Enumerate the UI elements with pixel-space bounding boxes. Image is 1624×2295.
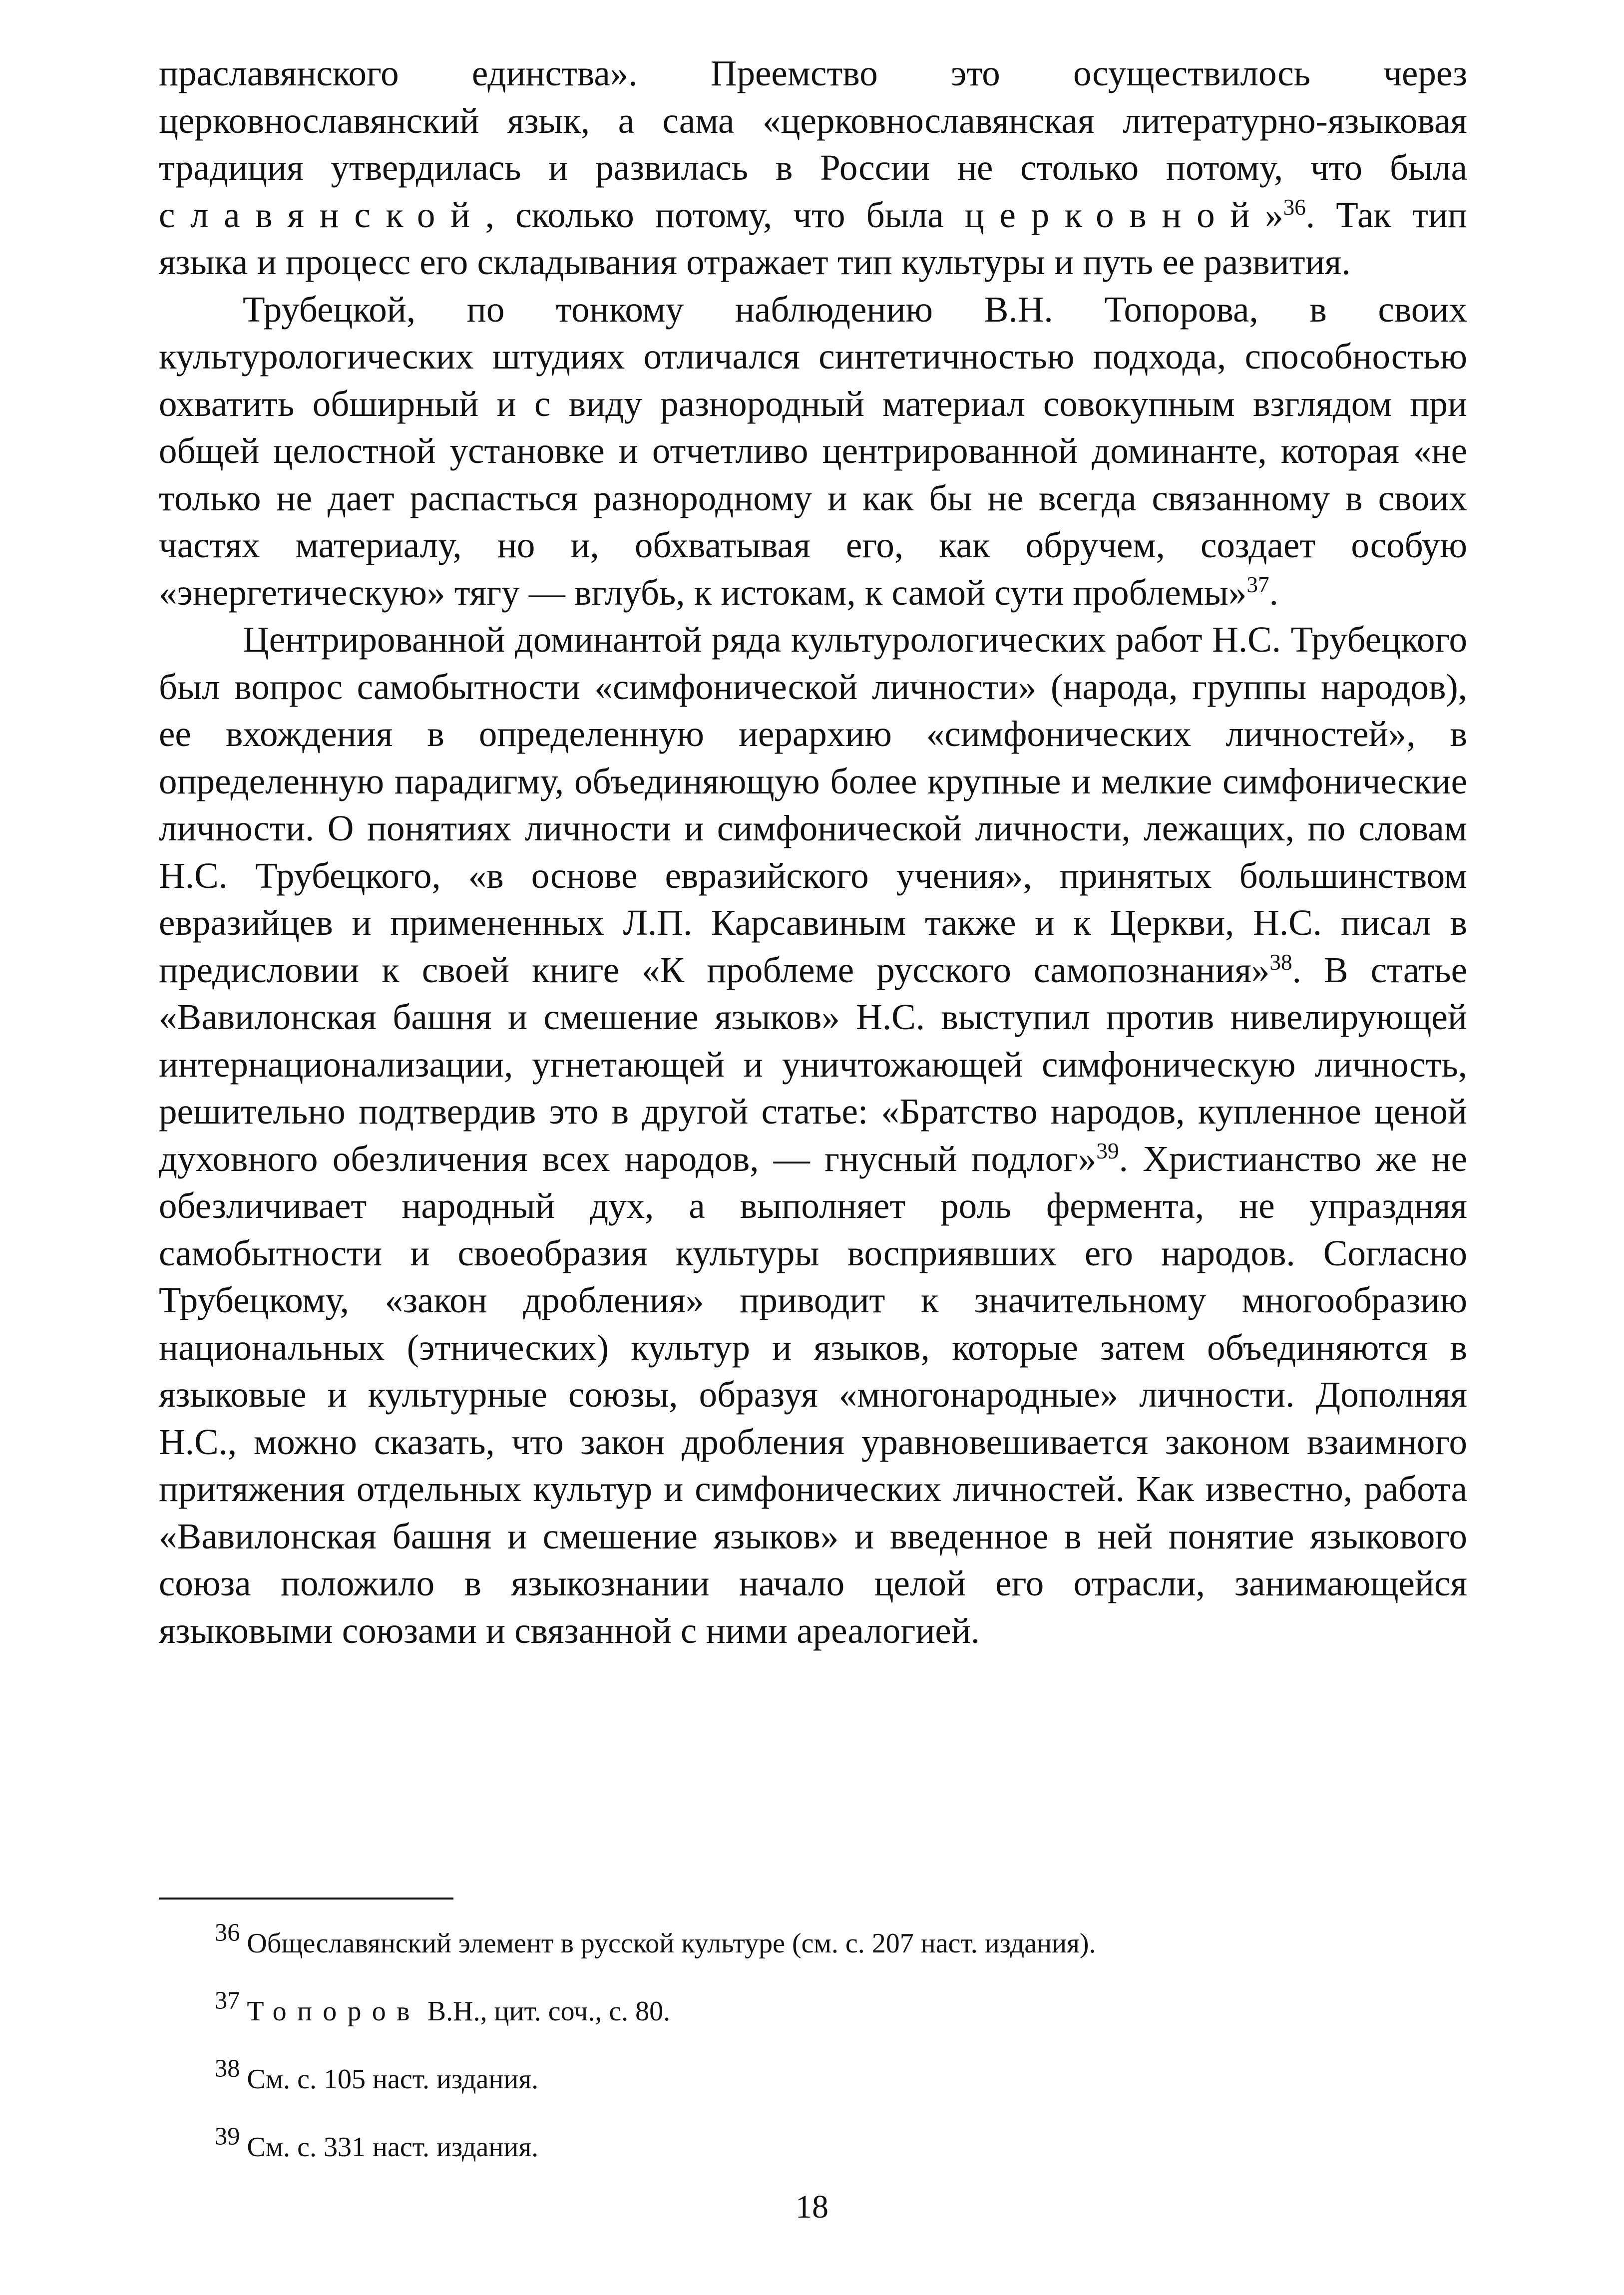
footnote-text: Общеславянский элемент в русской культуре (см. с. 207 наст. издания). (247, 1928, 1096, 1959)
footnote-ref-37[interactable]: 37 (1246, 572, 1269, 597)
footnote-author: Топоров (247, 1996, 420, 2027)
spaced-word-church: церковной (964, 194, 1265, 235)
paragraph-3-text-a: Центрированной доминантой ряда культурологических работ Н.С. Трубецкого был вопрос самобытности «симфонической личности» (народа, группы народов), ее вхождения в определенную иерархию «симфонических личностей», в определенную парадигму, объединяющую более крупные и мелкие симфонические личности. О понятиях личности и симфонической личности, лежащих, по словам Н.С. Трубецкого, «в основе евразийского учения», принятых большинством евразийцев и примененных Л.П. Карсавиным также и к Церкви, Н.С. писал в предисловии к своей книге «К проблеме русского самопознания» (159, 619, 1467, 990)
footnote-number: 38 (215, 2054, 240, 2083)
footnote-36 (215, 1918, 1413, 1959)
page-body (159, 50, 1467, 1654)
footnote-ref-38[interactable]: 38 (1269, 949, 1292, 975)
main-text (159, 50, 1467, 1654)
paragraph-3-text-b: . В статье «Вавилонская башня и смешение языков» Н.С. выступил против нивелирующей интернационализации, угнетающей и уничтожающей симфоническую личность, решительно подтвердив это в другой статье: «Братство народов, купленное ценой духовного обезличения всех народов, — гнусный подлог» (159, 949, 1468, 1179)
footnote-39 (215, 2122, 1413, 2163)
spaced-word-slavic: славянской (159, 194, 485, 235)
quote-close: » (1265, 194, 1283, 235)
paragraph-3 (159, 616, 1467, 1654)
paragraph-1 (159, 50, 1467, 286)
paragraph-1-text: праславянского единства». Преемство это осуществилось через церковнославянский язык, а сама «церковнославянская литературно-языковая традиция утвердилась и развилась в России не столько потому, что была (159, 53, 1467, 188)
footnote-38 (215, 2054, 1413, 2095)
page-number: 18 (796, 2189, 828, 2225)
footnote-ref-39[interactable]: 39 (1096, 1138, 1119, 1163)
footnote-number: 36 (215, 1918, 240, 1947)
paragraph-2 (159, 286, 1467, 617)
footnote-text: См. с. 331 наст. издания. (247, 2132, 539, 2163)
paragraph-2-end: . (1269, 572, 1278, 613)
footnote-text: См. с. 105 наст. издания. (247, 2064, 539, 2095)
footnote-divider (159, 1898, 453, 1900)
footnote-ref-36[interactable]: 36 (1283, 194, 1306, 220)
footnotes (215, 1918, 1413, 2199)
footnote-number: 37 (215, 1986, 240, 2015)
footnote-37 (215, 1986, 1413, 2027)
paragraph-2-text: Трубецкой, по тонкому наблюдению В.Н. Топорова, в своих культурологических штудиях отличался синтетичностью подхода, способностью охватить обширный и с виду разнородный материал совокупным взглядом при общей целостной установке и отчетливо центрированной доминанте, которая «не только не дает распасться разнородному и как бы не всегда связанному в своих частях материалу, но и, обхватывая его, как обручем, создает особую «энергетическую» тягу — вглубь, к истокам, к самой сути проблемы» (159, 289, 1467, 613)
paragraph-3-text-c: . Христианство же не обезличивает народный дух, а выполняет роль фермента, не упраздняя самобытности и своеобразия культуры восприявших его народов. Согласно Трубецкому, «закон дробления» приводит к значительному многообразию национальных (этнических) культур и языков, которые затем объединяются в языковые и культурные союзы, образуя «многонародные» личности. Дополняя Н.С., можно сказать, что закон дробления уравновешивается законом взаимного притяжения отдельных культур и симфонических личностей. Как известно, работа «Вавилонская башня и смешение языков» и введенное в ней понятие языкового союза положило в языкознании начало целой его отрасли, занимающейся языковыми союзами и связанной с ними ареалогией. (159, 1138, 1467, 1651)
footnote-number: 39 (215, 2122, 240, 2151)
paragraph-1-mid: , сколько потому, что была (485, 194, 965, 235)
paragraph-1-end: . Так тип языка и процесс его складывания отражает тип культуры и путь ее развития. (159, 194, 1468, 282)
footnote-text: В.Н., цит. соч., с. 80. (420, 1996, 671, 2027)
